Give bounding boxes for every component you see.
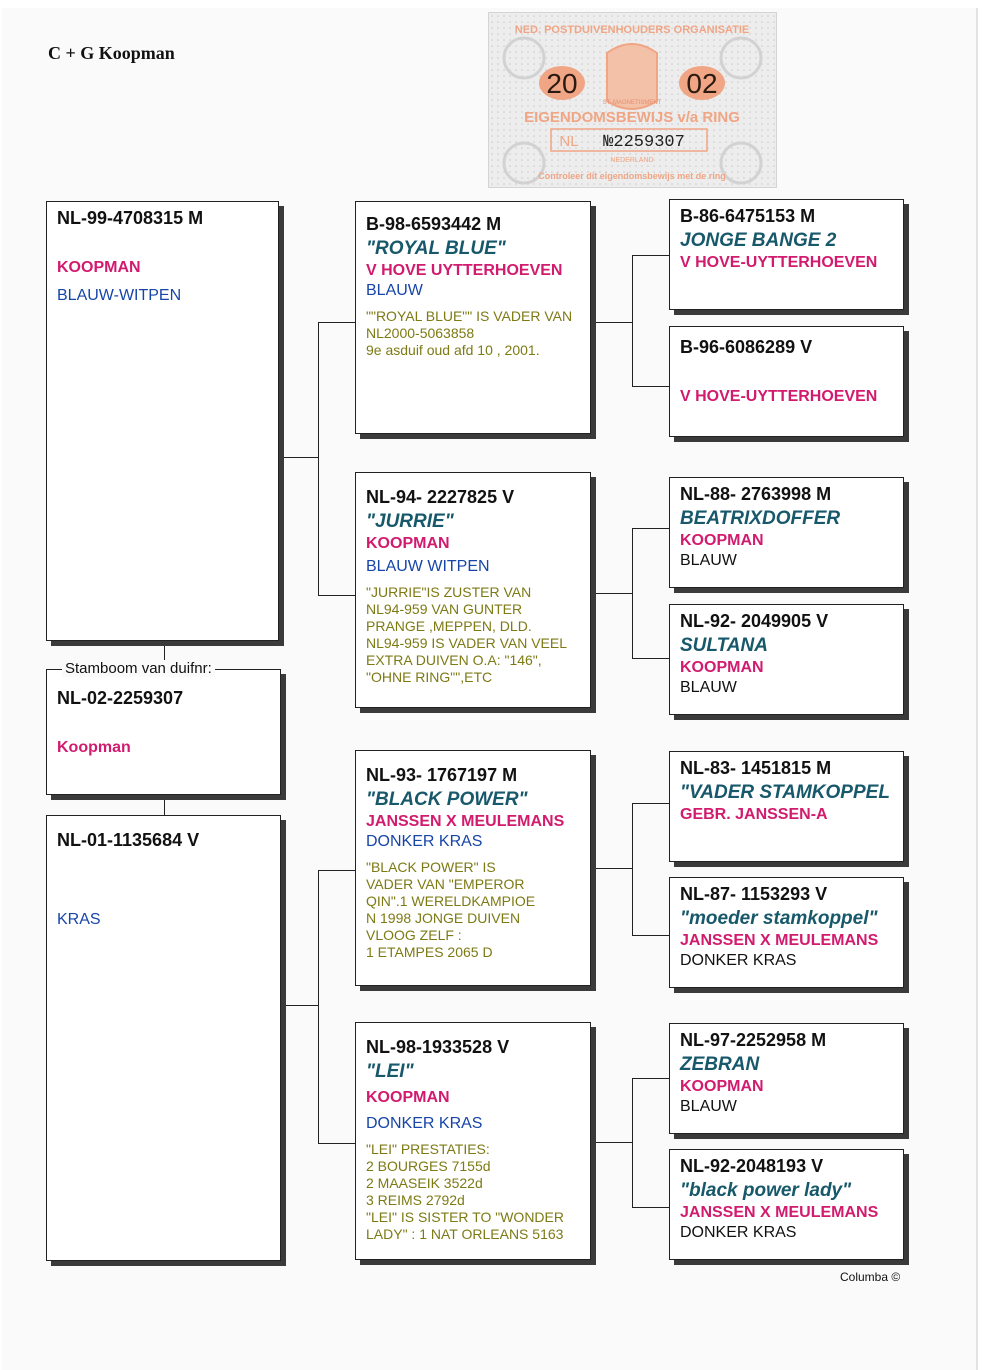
- breeder: KOOPMAN: [680, 659, 764, 676]
- page-title: C + G Koopman: [48, 43, 175, 63]
- tag-year-right: 02: [686, 68, 718, 99]
- connector-line: [632, 528, 633, 658]
- pedigree-box-gen3: [669, 1023, 904, 1134]
- connector-line: [591, 593, 632, 594]
- ring-number: B-98-6593442 M: [366, 214, 502, 234]
- connector-line: [632, 1207, 670, 1208]
- breeder: KOOPMAN: [57, 259, 141, 276]
- ring-number: NL-99-4708315 M: [57, 208, 204, 228]
- breeder: KOOPMAN: [680, 1078, 764, 1095]
- color: BLAUW-WITPEN: [57, 287, 182, 304]
- connector-line: [632, 386, 670, 387]
- pedigree-box-gen3: [669, 751, 904, 862]
- breeder: V HOVE-UYTTERHOEVEN: [680, 388, 878, 405]
- breeder: V HOVE-UYTTERHOEVEN: [680, 254, 878, 271]
- breeder: GEBR. JANSSEN-A: [680, 806, 828, 823]
- color: DONKER KRAS: [680, 952, 797, 969]
- notes: "BLACK POWER" IS VADER VAN "EMPEROR QIN".1 WERELDKAMPIOE N 1998 JONGE DUIVEN VLOOG ZELF : 1 ETAMPES 2065 D: [366, 859, 536, 960]
- ring-certificate: [488, 12, 777, 188]
- ring-number: NL-97-2252958 M: [680, 1030, 827, 1050]
- pedigree-box-gen3: [669, 604, 904, 715]
- pedigree-box-gen3: [669, 877, 904, 988]
- ring-number: NL-94- 2227825 V: [366, 487, 515, 507]
- color: BLAUW WITPEN: [366, 558, 490, 575]
- breeder: KOOPMAN: [680, 532, 764, 549]
- connector-line: [318, 322, 356, 323]
- notes: ""ROYAL BLUE"" IS VADER VAN NL2000-5063858 9e asduif oud afd 10 , 2001.: [366, 308, 573, 358]
- breeder: JANSSEN X MEULEMANS: [680, 1204, 879, 1221]
- notes: "JURRIE"IS ZUSTER VAN NL94-959 VAN GUNTER PRANGE ,MEPPEN, DLD. NL94-959 IS VADER VAN VEEL EXTRA DUIVEN O.A: "146", "OHNE RING"",ETC: [366, 584, 568, 685]
- color: BLAUW: [680, 1098, 737, 1115]
- connector-line: [632, 255, 670, 256]
- color: BLAUW: [366, 282, 423, 299]
- connector-line: [164, 795, 165, 815]
- breeder: KOOPMAN: [366, 535, 450, 552]
- connector-line: [591, 868, 632, 869]
- pedigree-box-gen3: [669, 477, 904, 588]
- pigeon-name: SULTANA: [680, 635, 768, 656]
- color: KRAS: [57, 911, 101, 928]
- pigeon-name: ZEBRAN: [680, 1054, 760, 1075]
- connector-line: [632, 935, 670, 936]
- pigeon-name: "VADER STAMKOPPEL: [680, 782, 890, 803]
- connector-line: [632, 1078, 633, 1207]
- breeder: JANSSEN X MEULEMANS: [680, 932, 879, 949]
- connector-line: [318, 595, 356, 596]
- pigeon-name: "BLACK POWER": [366, 789, 528, 810]
- tag-doc-title: EIGENDOMSBEWIJS v/a RING: [524, 109, 740, 126]
- pigeon-name: "LEI": [366, 1061, 414, 1082]
- connector-line: [318, 870, 319, 1143]
- pigeon-name: JONGE BANGE 2: [680, 230, 837, 251]
- pedigree-box-gen3: [669, 199, 904, 310]
- connector-line: [281, 1005, 318, 1006]
- pigeon-name: "ROYAL BLUE": [366, 238, 506, 259]
- ring-number: B-86-6475153 M: [680, 206, 816, 226]
- connector-line: [632, 803, 670, 804]
- pigeon-name: "moeder stamkoppel": [680, 908, 878, 929]
- connector-line: [279, 457, 318, 458]
- connector-line: [632, 803, 633, 935]
- ring-number: NL-93- 1767197 M: [366, 765, 518, 785]
- connector-line: [632, 255, 633, 386]
- breeder: JANSSEN X MEULEMANS: [366, 813, 565, 830]
- pedigree-box-dam: [46, 815, 281, 1261]
- tag-number: №2259307: [603, 133, 685, 152]
- breeder: Koopman: [57, 739, 131, 756]
- ring-certificate-graphic: [489, 13, 776, 187]
- tag-year-left: 20: [546, 68, 578, 99]
- pedigree-box-gen3: [669, 1149, 904, 1260]
- color: BLAUW: [680, 552, 737, 569]
- ring-number: NL-88- 2763998 M: [680, 484, 832, 504]
- ring-number: NL-02-2259307: [57, 688, 184, 708]
- tag-small: ST. MAGNETISMENT: [602, 100, 662, 106]
- pedigree-box-subject: [46, 669, 281, 795]
- pigeon-name: BEATRIXDOFFER: [680, 508, 841, 529]
- connector-line: [318, 1143, 356, 1144]
- connector-line: [318, 322, 319, 595]
- tag-org: NED. POSTDUIVENHOUDERS ORGANISATIE: [514, 24, 750, 36]
- color: DONKER KRAS: [366, 1115, 483, 1132]
- pigeon-name: "JURRIE": [366, 511, 454, 532]
- ring-number: NL-98-1933528 V: [366, 1037, 510, 1057]
- ring-number: NL-87- 1153293 V: [680, 884, 828, 904]
- breeder: KOOPMAN: [366, 1089, 450, 1106]
- pedigree-box-gen2: [355, 201, 591, 434]
- ring-number: NL-92-2048193 V: [680, 1156, 824, 1176]
- pedigree-box-gen3: [669, 326, 904, 437]
- pedigree-box-gen2: [355, 472, 591, 708]
- ring-number: NL-83- 1451815 M: [680, 758, 832, 778]
- ring-number: NL-01-1135684 V: [57, 830, 200, 850]
- tag-footer: Controleer dit eigendomsbewijs met de ring: [538, 171, 726, 181]
- connector-line: [632, 528, 670, 529]
- tag-country-code: NL: [559, 133, 579, 150]
- pedigree-box-gen2: [355, 750, 591, 986]
- connector-line: [591, 322, 632, 323]
- connector-line: [591, 1142, 632, 1143]
- copyright: Columba ©: [840, 1270, 901, 1284]
- breeder: V HOVE UYTTERHOEVEN: [366, 262, 563, 279]
- connector-line: [632, 658, 670, 659]
- pedigree-box-sire: [46, 201, 279, 641]
- color: DONKER KRAS: [366, 833, 483, 850]
- pedigree-box-gen2: [355, 1022, 591, 1260]
- color: BLAUW: [680, 679, 737, 696]
- notes: "LEI" PRESTATIES: 2 BOURGES 7155d 2 MAASEIK 3522d 3 REIMS 2792d "LEI" IS SISTER TO "WONDER LADY" : 1 NAT ORLEANS 5163: [366, 1141, 564, 1242]
- stamboom-label: Stamboom van duifnr:: [62, 660, 215, 677]
- connector-line: [632, 1078, 670, 1079]
- color: DONKER KRAS: [680, 1224, 797, 1241]
- connector-line: [318, 870, 356, 871]
- pigeon-name: "black power lady": [680, 1180, 852, 1201]
- ring-number: NL-92- 2049905 V: [680, 611, 829, 631]
- ring-number: B-96-6086289 V: [680, 337, 813, 357]
- tag-country: NEDERLAND: [610, 157, 654, 164]
